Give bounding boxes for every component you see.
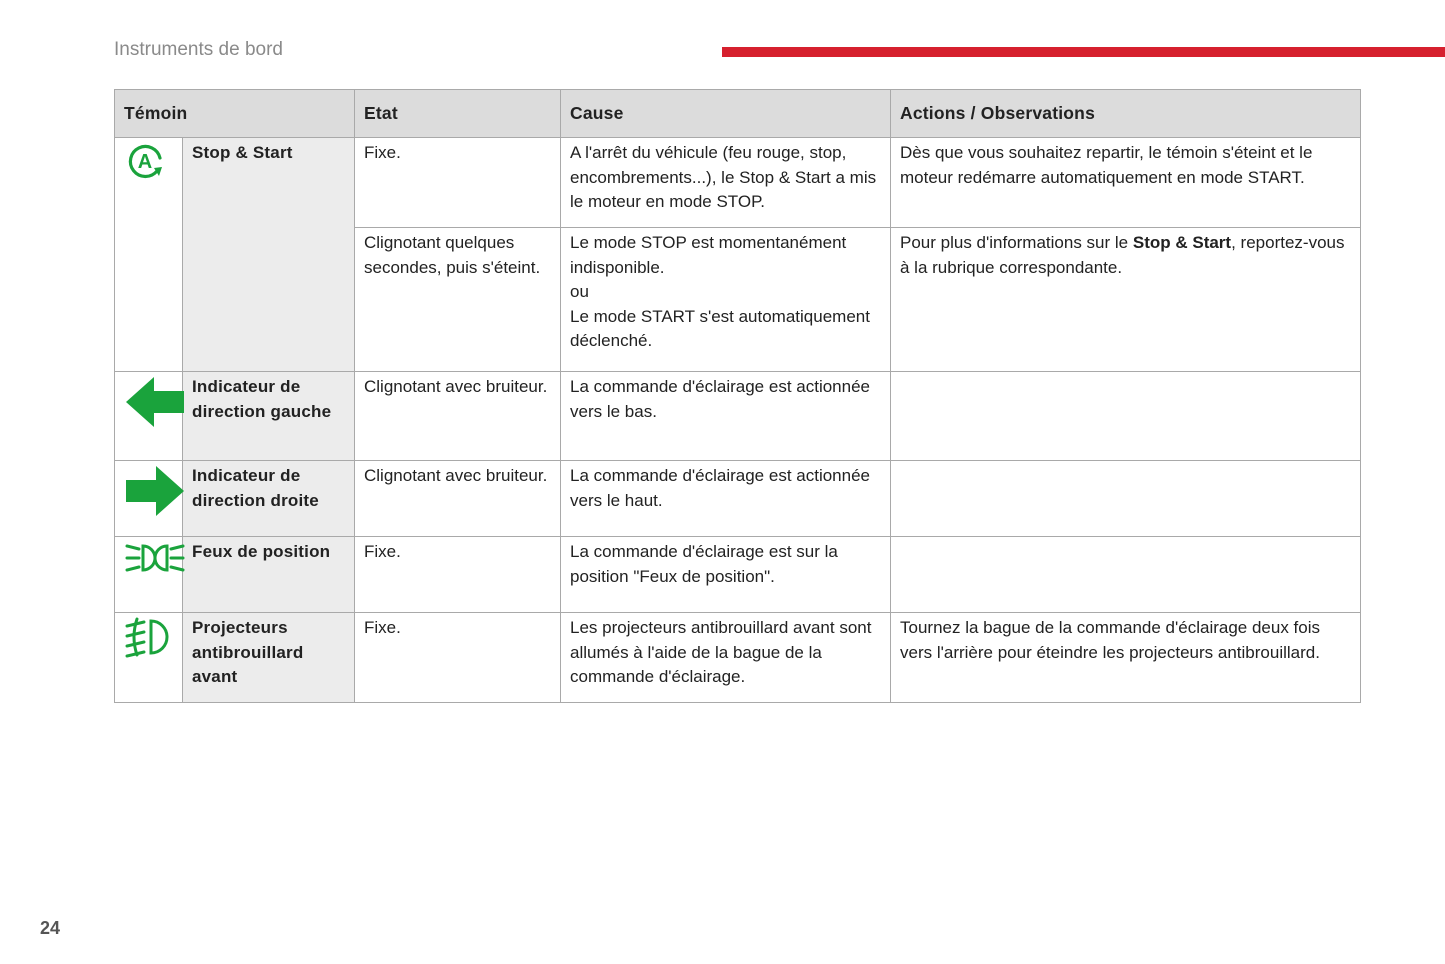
cause-cell: La commande d'éclairage est actionnée vers le bas. (561, 372, 891, 461)
stop-start-a-icon (124, 141, 168, 189)
icon-cell (115, 138, 183, 372)
svg-text:A: A (137, 151, 153, 173)
actions-text: Pour plus d'informations sur le (900, 233, 1133, 252)
icon-cell (115, 461, 183, 537)
table-header-row (115, 90, 1361, 138)
etat-cell: Fixe. (355, 537, 561, 613)
indicator-name: Projecteurs antibrouillard avant (183, 613, 355, 703)
table-row (115, 372, 1361, 461)
actions-cell: Tournez la bague de la commande d'éclairage deux fois vers l'arrière pour éteindre les projecteurs antibrouillard. (891, 613, 1361, 703)
indicator-name: Indicateur de direction droite (183, 461, 355, 537)
page-header-title: Instruments de bord (114, 39, 283, 60)
etat-cell: Fixe. (355, 613, 561, 703)
cause-line: Le mode START s'est automatiquement déclenché. (570, 306, 870, 350)
column-header-actions: Actions / Observations (891, 90, 1361, 138)
etat-cell: Clignotant quelques secondes, puis s'éteint. (355, 228, 561, 372)
table-row (115, 138, 1361, 228)
cause-cell: La commande d'éclairage est sur la position "Feux de position". (561, 537, 891, 613)
indicator-name: Stop & Start (183, 138, 355, 372)
indicator-name: Indicateur de direction gauche (183, 372, 355, 461)
actions-text: , reportez-vous à la rubrique correspondante. (900, 233, 1345, 277)
actions-bold-reference: Stop & Start (1132, 233, 1232, 252)
cause-cell: La commande d'éclairage est actionnée vers le haut. (561, 461, 891, 537)
icon-cell (115, 372, 183, 461)
left-turn-arrow-icon (124, 375, 186, 437)
table-row (115, 461, 1361, 537)
indicator-table (114, 89, 1361, 703)
column-header-cause: Cause (561, 90, 891, 138)
table-row (115, 613, 1361, 703)
column-header-temoin: Témoin (115, 90, 355, 138)
front-fog-lamp-icon (124, 616, 176, 666)
cause-cell: Les projecteurs antibrouillard avant sont allumés à l'aide de la bague de la commande d'éclairage. (561, 613, 891, 703)
column-header-etat: Etat (355, 90, 561, 138)
actions-cell (891, 372, 1361, 461)
actions-cell: Dès que vous souhaitez repartir, le témoin s'éteint et le moteur redémarre automatiquement en mode START. (891, 138, 1361, 228)
cause-cell (561, 228, 891, 372)
etat-cell: Fixe. (355, 138, 561, 228)
actions-cell (891, 228, 1361, 372)
table-row (115, 537, 1361, 613)
right-turn-arrow-icon (124, 464, 186, 526)
actions-cell (891, 537, 1361, 613)
header-accent-bar (722, 47, 1445, 57)
icon-cell (115, 537, 183, 613)
page-number: 24 (40, 918, 61, 938)
cause-cell: A l'arrêt du véhicule (feu rouge, stop, encombrements...), le Stop & Start a mis le moteur en mode STOP. (561, 138, 891, 228)
position-lights-icon (124, 540, 186, 584)
etat-cell: Clignotant avec bruiteur. (355, 372, 561, 461)
actions-cell (891, 461, 1361, 537)
etat-cell: Clignotant avec bruiteur. (355, 461, 561, 537)
cause-line: Le mode STOP est momentanément indisponible. (570, 233, 847, 277)
icon-cell (115, 613, 183, 703)
indicator-name: Feux de position (183, 537, 355, 613)
cause-or: ou (570, 282, 589, 301)
